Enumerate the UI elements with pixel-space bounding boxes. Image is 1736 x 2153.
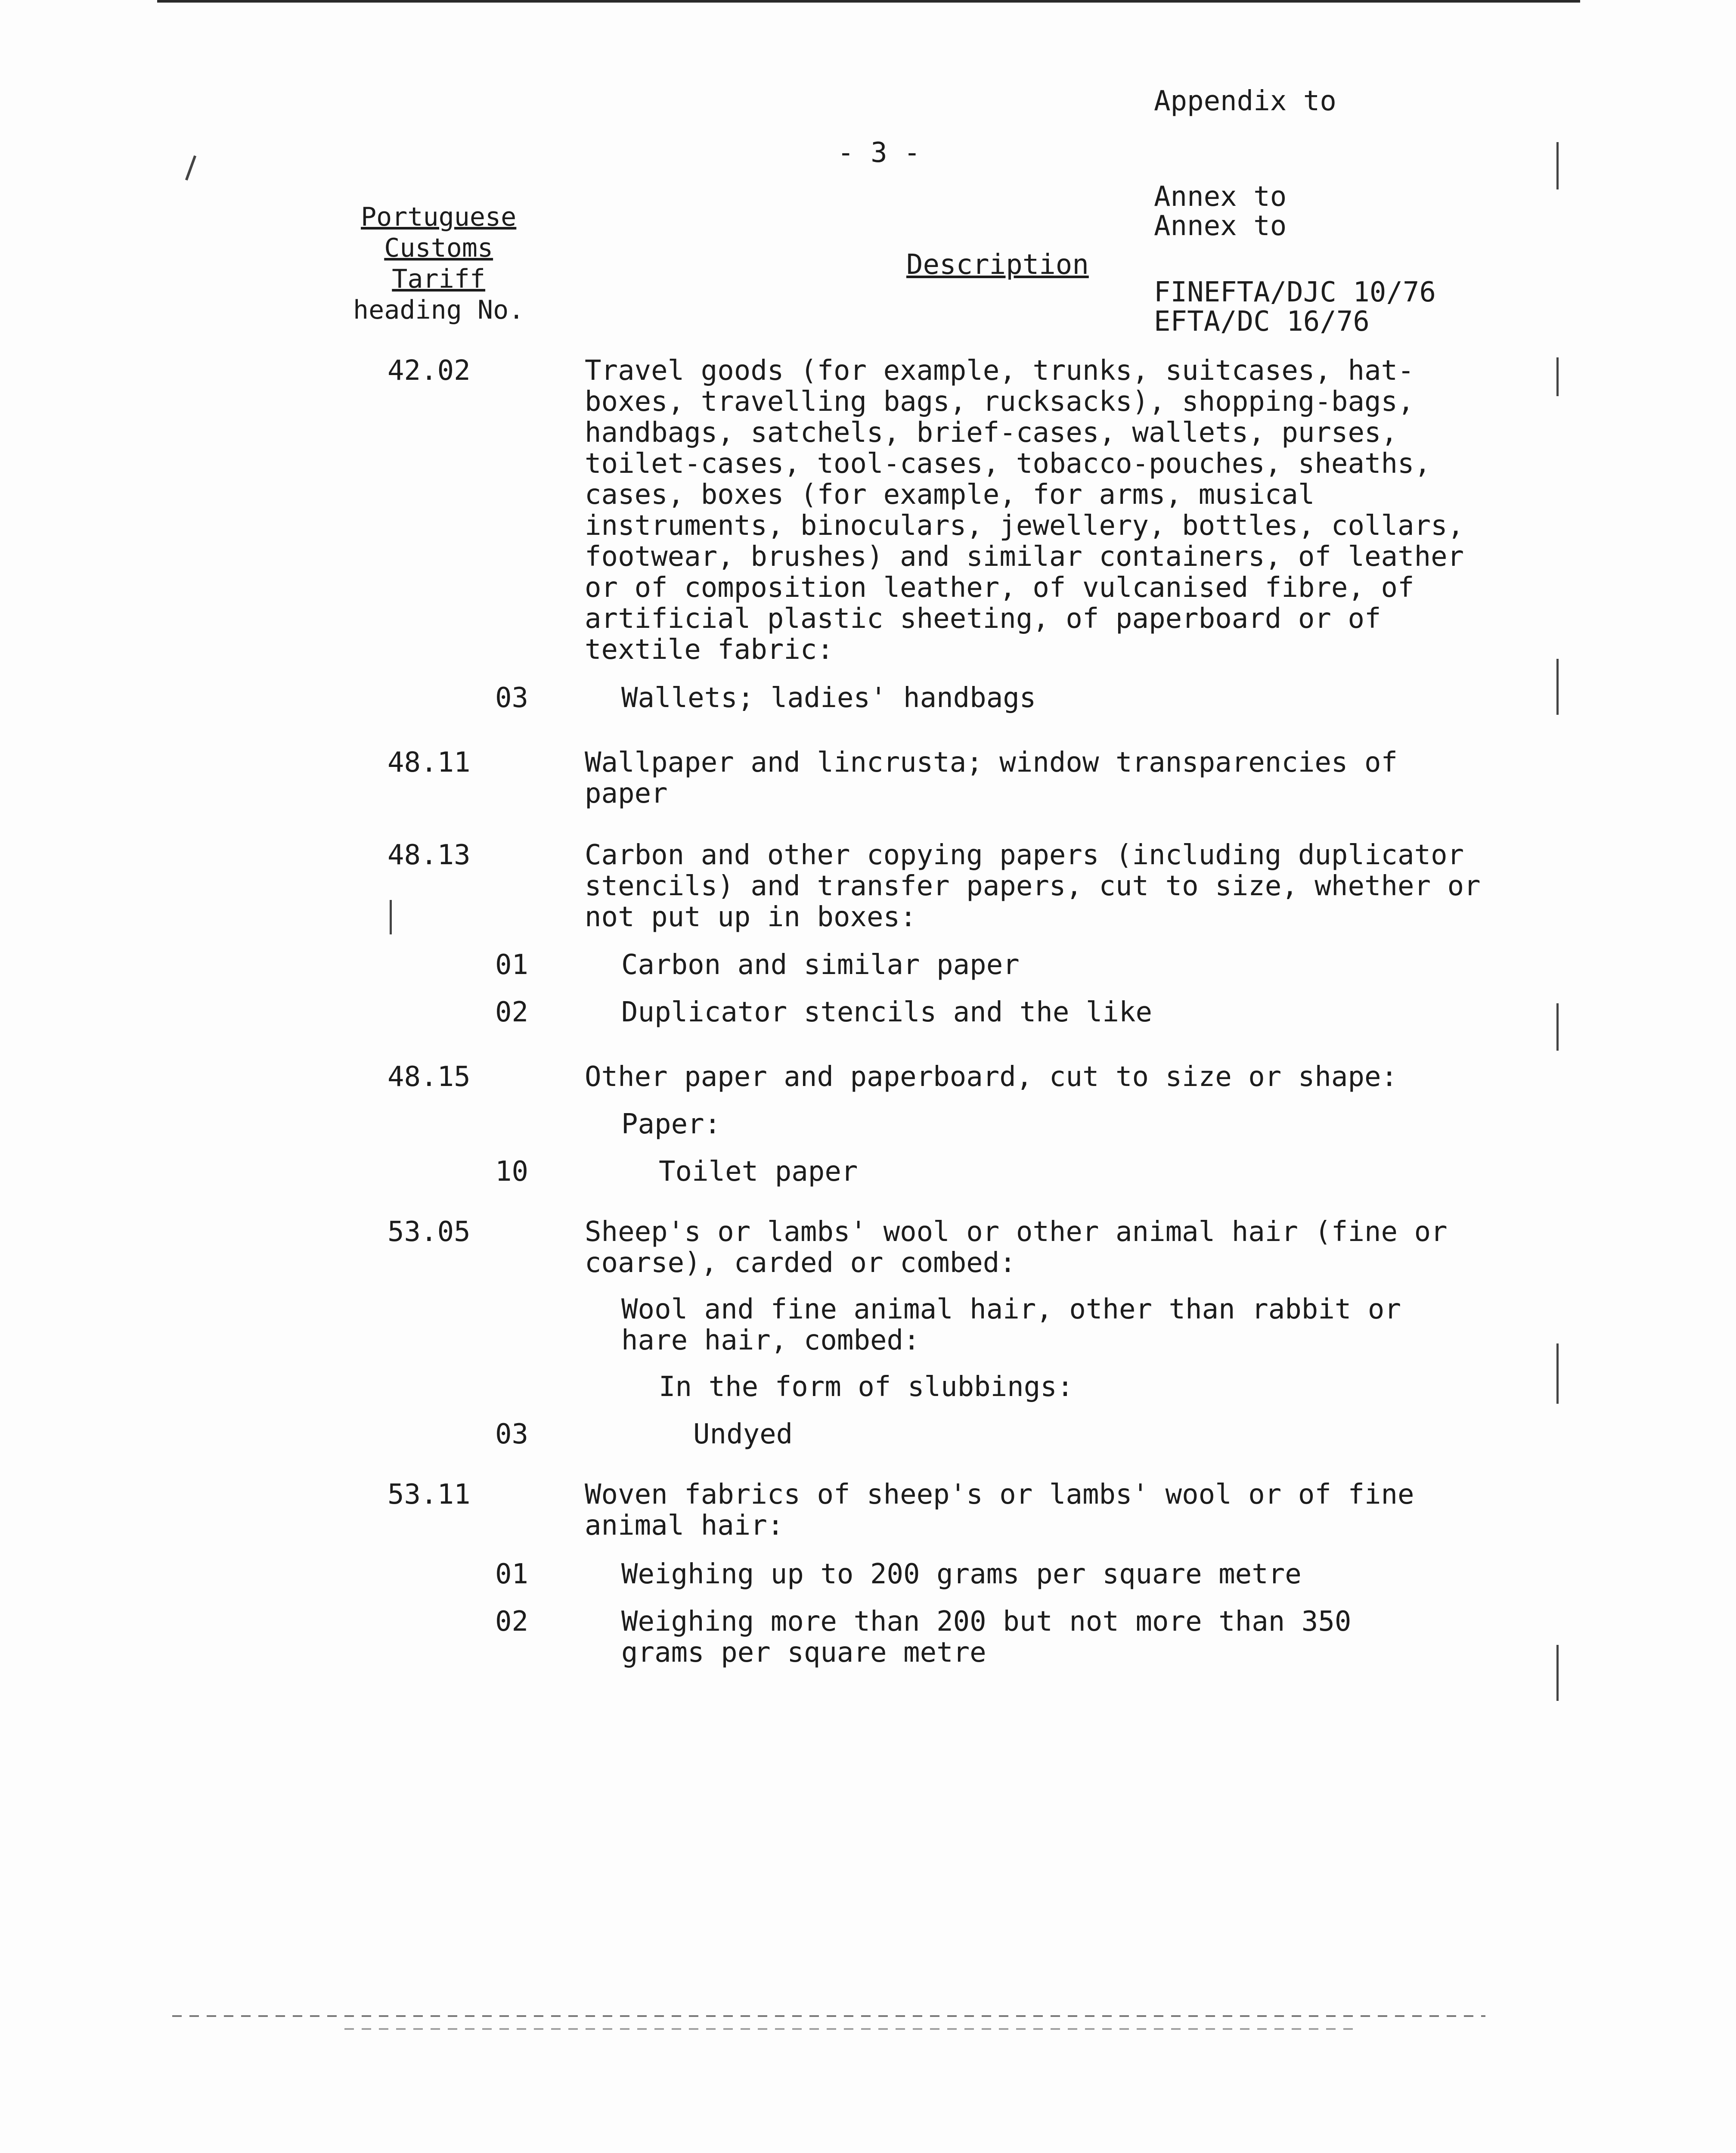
- tariff-subheading-number: 02: [495, 1606, 529, 1638]
- top-border-line: [157, 0, 1580, 3]
- margin-scan-mark: [185, 155, 196, 180]
- bottom-scan-dashes: [344, 2028, 1356, 2030]
- column-header-line: heading No.: [353, 295, 524, 325]
- right-edge-scan-mark: [1556, 357, 1559, 396]
- tariff-description: Travel goods (for example, trunks, suitcases, hat-boxes, travelling bags, rucksacks), shopping-bags, handbags, satchels, brief-cases, wallets, purses, toilet-cases, tool-cases, tobacco-pouches, sheaths, cases, boxes (for example, for arms, musical instruments, binoculars, jewellery, bottles, collars, footwear, brushes) and similar containers, of leather or of composition leather, of vulcanised fibre, of artificial plastic sheeting, of paperboard or of textile fabric:: [585, 355, 1464, 666]
- column-header-line: Customs: [384, 233, 493, 263]
- tariff-heading-number: 42.02: [388, 355, 471, 387]
- tariff-description: Toilet paper: [659, 1156, 858, 1188]
- tariff-heading-number: 53.11: [388, 1479, 471, 1511]
- appendix-line: FINEFTA/DJC 10/76: [1154, 276, 1436, 308]
- tariff-description: Other paper and paperboard, cut to size or shape:: [585, 1061, 1398, 1093]
- right-edge-scan-mark: [1556, 659, 1559, 715]
- annex-line: Annex to: [1154, 210, 1287, 242]
- tariff-description: Carbon and similar paper: [621, 949, 1020, 981]
- annex-line: EFTA/DC 16/76: [1154, 306, 1370, 338]
- tariff-description: Carbon and other copying papers (including duplicator stencils) and transfer papers, cut to size, whether or not put up in boxes:: [585, 839, 1481, 933]
- tariff-heading-number: 53.05: [388, 1216, 471, 1248]
- tariff-subheading-number: 02: [495, 996, 529, 1028]
- tariff-description: Sheep's or lambs' wool or other animal hair (fine or coarse), carded or combed:: [585, 1216, 1448, 1279]
- heading-number-column-header: [353, 202, 524, 326]
- description-column-header: Description: [906, 249, 1089, 281]
- tariff-subheading-number: 01: [495, 1558, 529, 1590]
- column-header-line: Portuguese: [361, 202, 517, 232]
- column-header-line: Tariff: [392, 264, 486, 294]
- tariff-description: In the form of slubbings:: [659, 1371, 1074, 1403]
- tariff-description: Weighing more than 200 but not more than 350 grams per square metre: [621, 1606, 1352, 1669]
- tariff-heading-number: 48.15: [388, 1061, 471, 1093]
- tariff-description: Wallpaper and lincrusta; window transparencies of paper: [585, 747, 1398, 810]
- tariff-subheading-number: 03: [495, 682, 529, 714]
- tariff-description: Wool and fine animal hair, other than rabbit or hare hair, combed:: [621, 1294, 1401, 1356]
- appendix-line: Annex to: [1154, 181, 1287, 213]
- page-number: - 3 -: [837, 137, 921, 169]
- tariff-subheading-number: 01: [495, 949, 529, 981]
- appendix-line: Appendix to: [1154, 85, 1336, 117]
- tariff-description: Weighing up to 200 grams per square metre: [621, 1558, 1302, 1590]
- tariff-subheading-number: 10: [495, 1156, 529, 1188]
- right-edge-scan-mark: [1556, 1343, 1559, 1404]
- tariff-description: Wallets; ladies' handbags: [621, 682, 1036, 714]
- margin-scan-mark: [390, 900, 392, 934]
- right-edge-scan-mark: [1556, 1645, 1559, 1701]
- tariff-description: Woven fabrics of sheep's or lambs' wool or of fine animal hair:: [585, 1479, 1414, 1542]
- tariff-heading-number: 48.11: [388, 747, 471, 779]
- tariff-subheading-number: 03: [495, 1418, 529, 1450]
- tariff-description: Paper:: [621, 1108, 721, 1140]
- tariff-description: Undyed: [693, 1418, 793, 1450]
- bottom-scan-dashes: [172, 2015, 1485, 2017]
- right-edge-scan-mark: [1556, 1003, 1559, 1051]
- tariff-heading-number: 48.13: [388, 839, 471, 871]
- tariff-description: Duplicator stencils and the like: [621, 996, 1152, 1028]
- right-edge-scan-mark: [1556, 142, 1559, 189]
